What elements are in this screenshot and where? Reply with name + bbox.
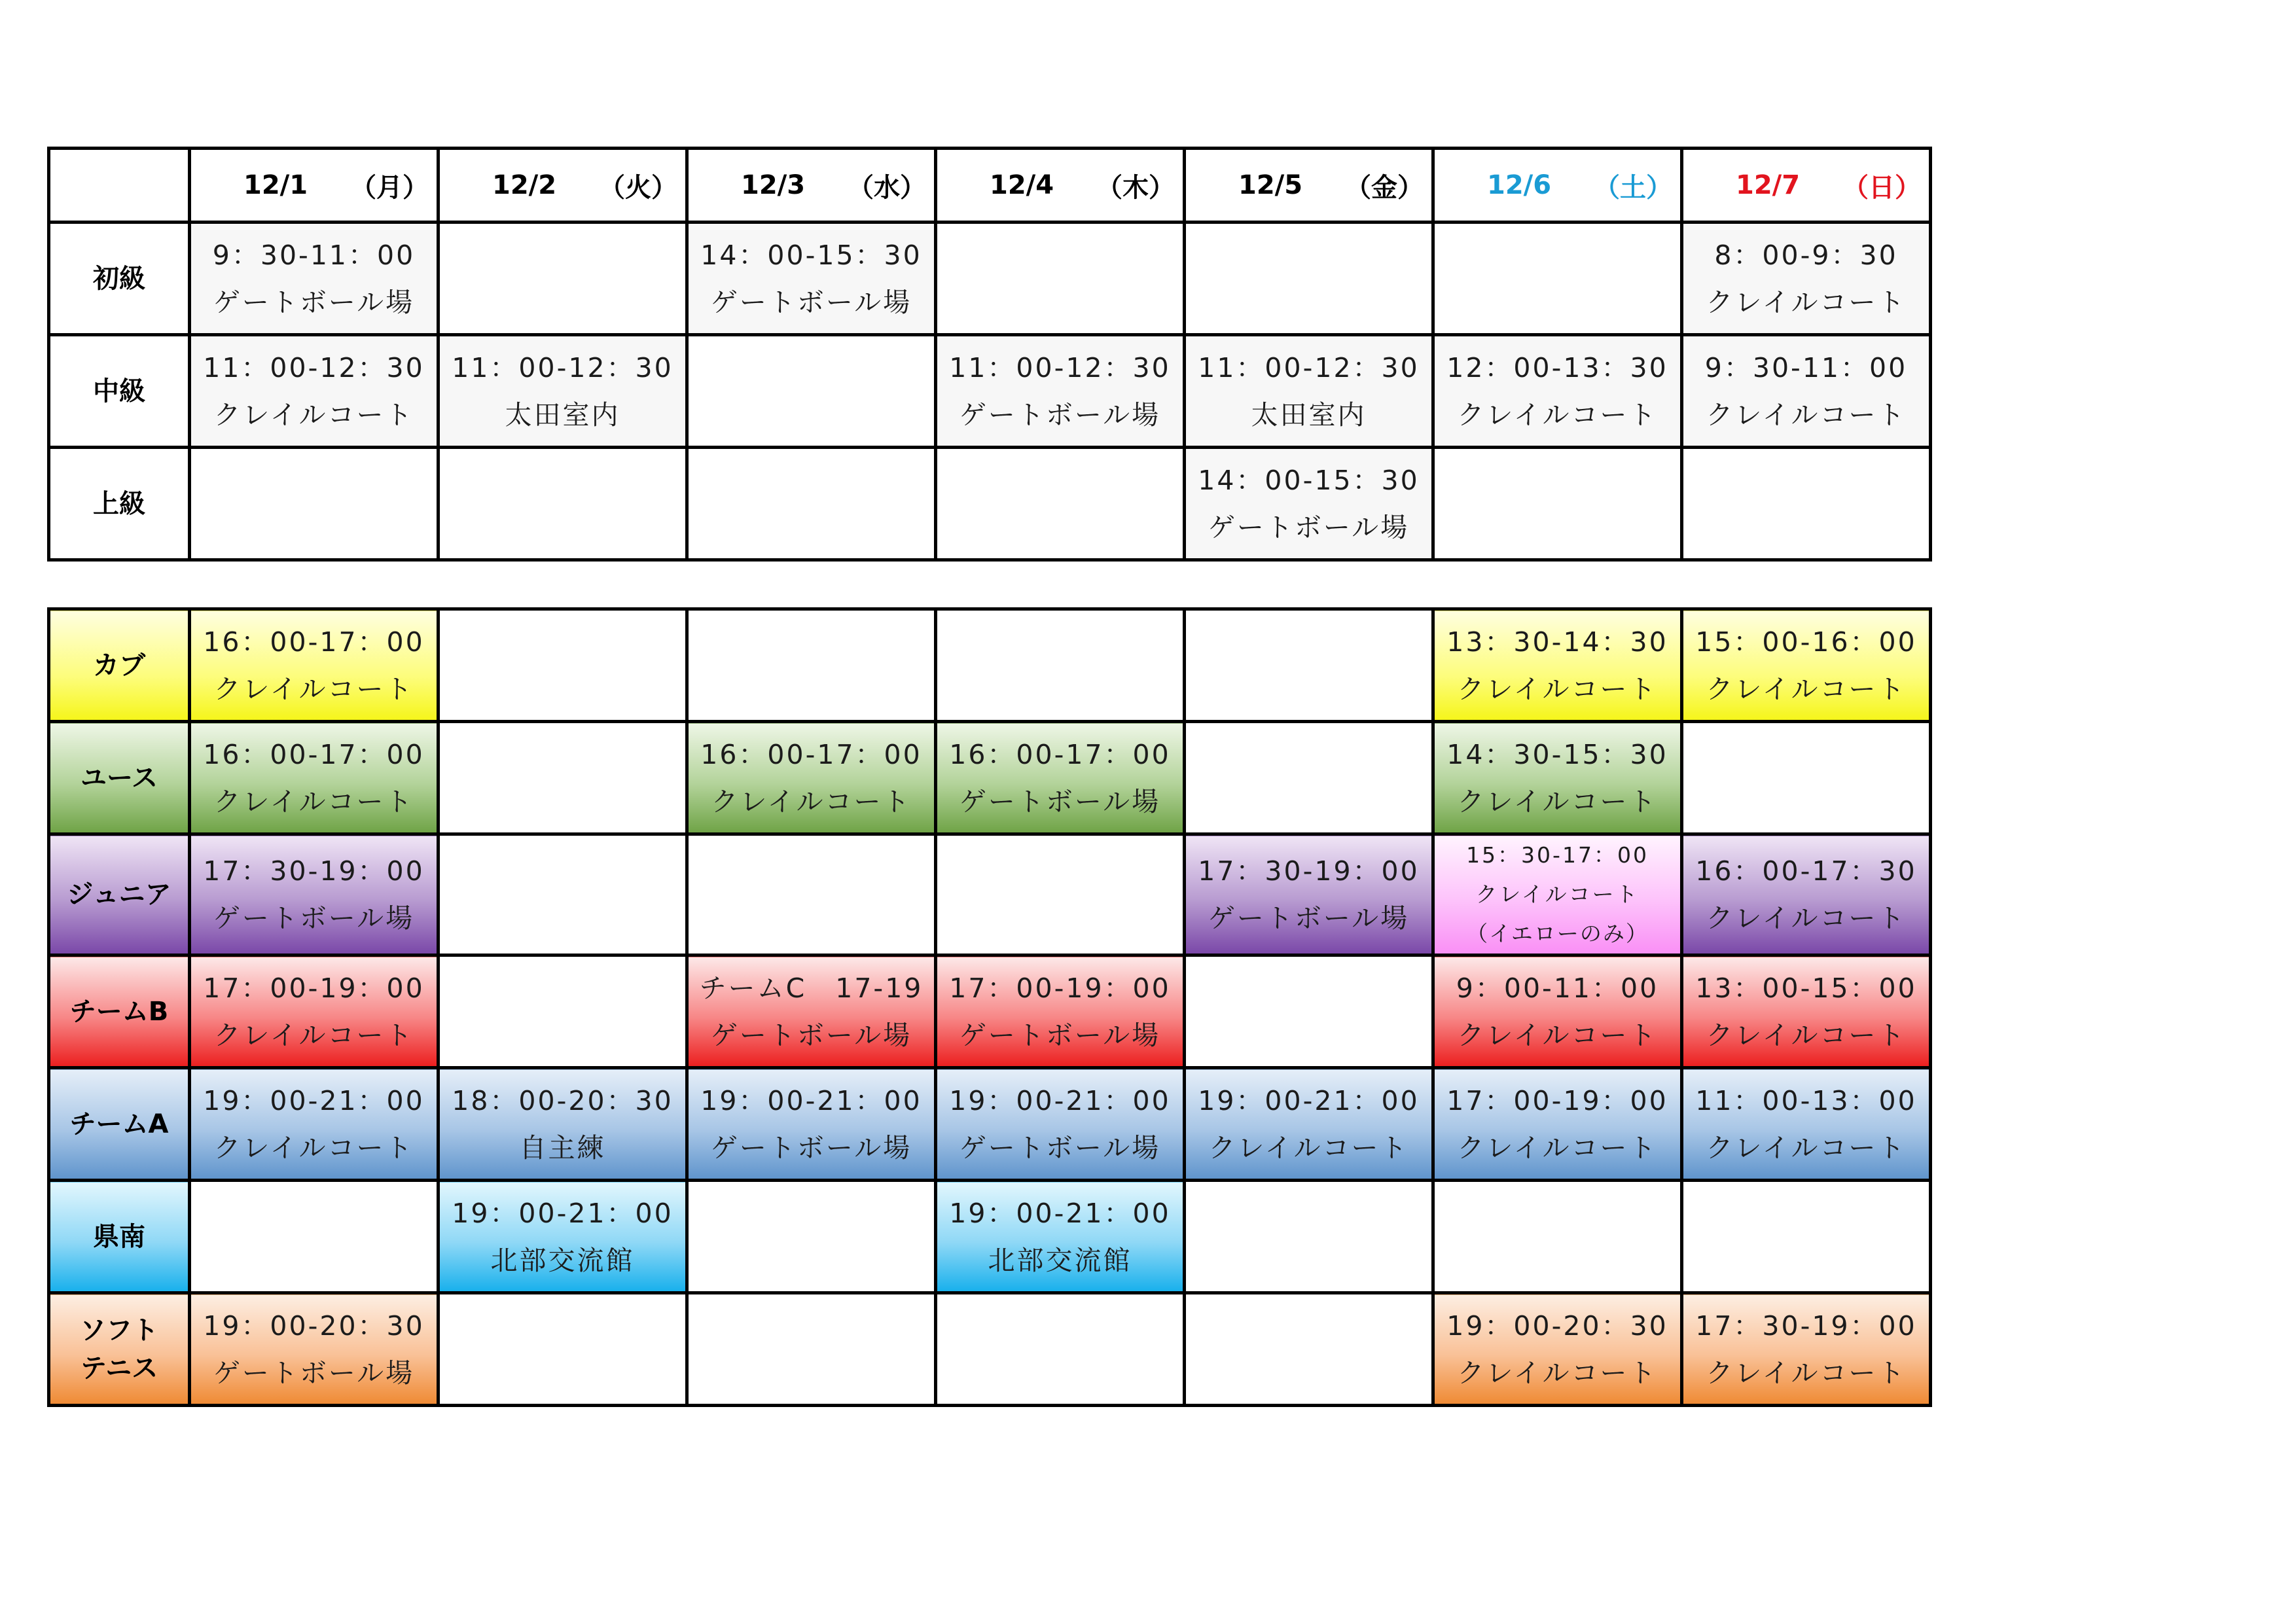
session-place: クレイルコート xyxy=(1706,1019,1907,1051)
team-row xyxy=(49,955,1931,1068)
session-place: クレイルコート xyxy=(1457,1132,1658,1164)
session-entry xyxy=(689,957,934,1066)
team-label-line: ソフト xyxy=(80,1315,158,1346)
team-label-cell xyxy=(49,722,190,834)
schedule-cell[interactable] xyxy=(1682,834,1931,955)
session-place: ゲートボール場 xyxy=(710,1019,912,1051)
session-place: クレイルコート xyxy=(1706,286,1907,318)
session-entry xyxy=(1683,836,1929,954)
team-label-cell xyxy=(49,1293,190,1406)
team-row xyxy=(49,1181,1931,1293)
session-place: クレイルコート xyxy=(1706,1357,1907,1389)
session-time: 17：30-19：00 xyxy=(1198,855,1420,887)
session-place: ゲートボール場 xyxy=(1208,902,1410,934)
session-time: 16：00-17：00 xyxy=(700,738,922,770)
session-time: 14：00-15：30 xyxy=(1198,464,1420,496)
session-entry xyxy=(937,1182,1183,1291)
session-place: クレイルコート xyxy=(1706,673,1907,705)
session-entry xyxy=(1683,611,1929,720)
day-date: 12/5 xyxy=(1238,170,1303,200)
session-time: 16：00-17：00 xyxy=(203,626,425,658)
session-entry xyxy=(1683,957,1929,1066)
session-time: 9：30-11：00 xyxy=(1704,351,1908,383)
schedule-cell[interactable] xyxy=(190,1293,439,1406)
day-of-week: （月） xyxy=(350,172,429,203)
corner-cell xyxy=(49,149,190,223)
session-entry xyxy=(440,336,685,446)
schedule-cell[interactable] xyxy=(1433,335,1682,448)
level-label-cell xyxy=(49,448,190,560)
schedule-cell[interactable] xyxy=(1185,335,1433,448)
team-label-cell xyxy=(49,834,190,955)
session-entry xyxy=(1435,1069,1680,1179)
team-row xyxy=(49,1068,1931,1181)
session-time: 14：00-15：30 xyxy=(700,239,922,271)
session-time: 14：30-15：30 xyxy=(1446,738,1668,770)
session-time: 15：30-17：00 xyxy=(1466,842,1649,868)
session-time: 16：00-17：00 xyxy=(949,738,1171,770)
session-time: 19：00-21：00 xyxy=(949,1197,1171,1229)
level-row xyxy=(49,448,1931,560)
schedule-cell[interactable] xyxy=(687,448,936,560)
level-row xyxy=(49,335,1931,448)
day-header xyxy=(689,167,934,204)
session-time: 17：30-19：00 xyxy=(1695,1310,1917,1342)
session-place: クレイルコート xyxy=(1457,1357,1658,1389)
schedule-cell[interactable] xyxy=(439,609,687,722)
session-time: 19：00-20：30 xyxy=(203,1310,425,1342)
schedule-cell[interactable] xyxy=(439,1293,687,1406)
session-entry xyxy=(1186,336,1431,446)
schedule-cell[interactable] xyxy=(936,1293,1185,1406)
schedule-cell[interactable] xyxy=(687,1181,936,1293)
day-header xyxy=(937,167,1183,204)
day-header-12-6 xyxy=(1433,149,1682,223)
level-label-cell xyxy=(49,335,190,448)
day-of-week: （金） xyxy=(1345,172,1424,203)
day-of-week: （水） xyxy=(848,172,926,203)
schedule-cell[interactable] xyxy=(1185,955,1433,1068)
schedule-cell[interactable] xyxy=(936,1068,1185,1181)
session-time: 17：00-19：00 xyxy=(203,972,425,1004)
team-label: ジュニア xyxy=(67,880,171,910)
session-place: ゲートボール場 xyxy=(959,399,1161,431)
day-header-12-3 xyxy=(687,149,936,223)
schedule-cell[interactable] xyxy=(1185,834,1433,955)
session-time: 19：00-20：30 xyxy=(1446,1310,1668,1342)
schedule-cell[interactable] xyxy=(1682,448,1931,560)
session-time: 16：00-17：00 xyxy=(203,738,425,770)
schedule-cell[interactable] xyxy=(687,1068,936,1181)
session-place: 自主練 xyxy=(519,1132,606,1164)
session-entry xyxy=(1186,836,1431,954)
team-label-cell xyxy=(49,1068,190,1181)
schedule-cell[interactable] xyxy=(1682,609,1931,722)
session-place: クレイルコート xyxy=(213,1132,414,1164)
session-entry xyxy=(689,1069,934,1179)
session-place: クレイルコート xyxy=(213,673,414,705)
team-row xyxy=(49,722,1931,834)
session-time: 9：30-11：00 xyxy=(212,239,416,271)
session-entry xyxy=(689,224,934,333)
schedule-cell[interactable] xyxy=(936,223,1185,335)
day-date: 12/3 xyxy=(741,170,806,200)
day-header-12-4 xyxy=(936,149,1185,223)
schedule-cell[interactable] xyxy=(1682,223,1931,335)
level-label: 中級 xyxy=(93,376,145,406)
schedule-cell[interactable] xyxy=(687,722,936,834)
schedule-cell[interactable] xyxy=(1185,609,1433,722)
session-time: 19：00-21：00 xyxy=(1198,1084,1420,1116)
session-entry xyxy=(1435,611,1680,720)
schedule-cell[interactable] xyxy=(1433,834,1682,955)
schedule-cell[interactable] xyxy=(1433,609,1682,722)
session-place: クレイルコート xyxy=(1457,673,1658,705)
day-of-week: （土） xyxy=(1594,172,1672,203)
schedule-cell[interactable] xyxy=(1185,1293,1433,1406)
session-entry xyxy=(1186,1069,1431,1179)
day-header xyxy=(1186,167,1431,204)
session-entry xyxy=(1683,224,1929,333)
session-time: 16：00-17：30 xyxy=(1695,855,1917,887)
schedule-cell[interactable] xyxy=(190,722,439,834)
session-place: ゲートボール場 xyxy=(710,286,912,318)
schedule-cell[interactable] xyxy=(1185,1181,1433,1293)
schedule-cell[interactable] xyxy=(687,1293,936,1406)
session-place: クレイルコート xyxy=(1706,902,1907,934)
session-time: 11：00-12：30 xyxy=(1198,351,1420,383)
day-date: 12/4 xyxy=(990,170,1054,200)
date-header-row xyxy=(49,149,1931,223)
schedule-cell[interactable] xyxy=(439,834,687,955)
session-entry xyxy=(191,723,437,832)
session-entry xyxy=(191,611,437,720)
session-place: ゲートボール場 xyxy=(959,1019,1161,1051)
bottom-schedule-table xyxy=(47,607,1932,1407)
session-time: 19：00-21：00 xyxy=(452,1197,673,1229)
session-entry xyxy=(1683,1069,1929,1179)
schedule-cell[interactable] xyxy=(1682,1181,1931,1293)
session-time: 11：00-12：30 xyxy=(949,351,1171,383)
day-date: 12/7 xyxy=(1736,170,1801,200)
day-header xyxy=(1683,167,1929,204)
team-row xyxy=(49,834,1931,955)
day-of-week: （火） xyxy=(599,172,677,203)
session-place: ゲートボール場 xyxy=(959,1132,1161,1164)
team-label: 県南 xyxy=(93,1221,145,1252)
schedule-cell[interactable] xyxy=(1682,722,1931,834)
session-time: 13：30-14：30 xyxy=(1446,626,1668,658)
schedule-cell[interactable] xyxy=(190,1181,439,1293)
session-place: クレイルコート xyxy=(1208,1132,1409,1164)
level-row xyxy=(49,223,1931,335)
session-place: クレイルコート xyxy=(213,399,414,431)
day-date: 12/2 xyxy=(492,170,557,200)
session-place: 太田室内 xyxy=(505,399,620,431)
session-entry xyxy=(191,836,437,954)
schedule-cell[interactable] xyxy=(936,1181,1185,1293)
session-entry xyxy=(937,336,1183,446)
session-place: クレイルコート xyxy=(1706,1132,1907,1164)
session-time: 11：00-12：30 xyxy=(452,351,673,383)
session-place: 北部交流館 xyxy=(988,1244,1132,1276)
session-place: クレイルコート xyxy=(1457,1019,1658,1051)
team-row xyxy=(49,609,1931,722)
session-entry xyxy=(191,1069,437,1179)
team-label-cell xyxy=(49,955,190,1068)
session-entry xyxy=(1435,836,1680,954)
session-entry xyxy=(1435,336,1680,446)
session-time: 17：30-19：00 xyxy=(203,855,425,887)
schedule-cell[interactable] xyxy=(190,335,439,448)
session-place: クレイルコート xyxy=(213,1019,414,1051)
schedule-cell[interactable] xyxy=(439,448,687,560)
session-place: 太田室内 xyxy=(1251,399,1367,431)
schedule-cell[interactable] xyxy=(687,609,936,722)
team-label: ユース xyxy=(81,762,158,793)
day-header-12-7 xyxy=(1682,149,1931,223)
schedule-cell[interactable] xyxy=(1682,335,1931,448)
session-entry xyxy=(1683,1294,1929,1404)
session-note: （イエローのみ） xyxy=(1466,921,1649,946)
session-place: クレイルコート xyxy=(1475,882,1640,907)
session-entry xyxy=(191,957,437,1066)
session-place: ゲートボール場 xyxy=(213,1357,415,1389)
session-time: 19：00-21：00 xyxy=(949,1084,1171,1116)
day-date: 12/1 xyxy=(243,170,308,200)
session-place: クレイルコート xyxy=(711,785,912,817)
session-entry xyxy=(440,1182,685,1291)
schedule-cell[interactable] xyxy=(687,955,936,1068)
session-entry xyxy=(1683,336,1929,446)
session-entry xyxy=(191,224,437,333)
session-entry xyxy=(191,1294,437,1404)
schedule-cell[interactable] xyxy=(439,335,687,448)
day-header-12-2 xyxy=(439,149,687,223)
team-label-line: テニス xyxy=(80,1353,158,1383)
schedule-cell[interactable] xyxy=(190,955,439,1068)
team-label: チームB xyxy=(69,996,169,1027)
schedule-cell[interactable] xyxy=(1185,722,1433,834)
session-place: クレイルコート xyxy=(1706,399,1907,431)
day-header-12-1 xyxy=(190,149,439,223)
session-time: 17：00-19：00 xyxy=(1446,1084,1668,1116)
session-time: 11：00-13：00 xyxy=(1695,1084,1917,1116)
schedule-cell[interactable] xyxy=(439,223,687,335)
schedule-cell[interactable] xyxy=(190,448,439,560)
schedule-cell[interactable] xyxy=(936,722,1185,834)
session-place: ゲートボール場 xyxy=(710,1132,912,1164)
team-label xyxy=(50,1311,188,1387)
session-time: 13：00-15：00 xyxy=(1695,972,1917,1004)
team-label-cell xyxy=(49,609,190,722)
session-place: クレイルコート xyxy=(1457,399,1658,431)
level-label: 上級 xyxy=(93,488,145,519)
team-row xyxy=(49,1293,1931,1406)
schedule-cell[interactable] xyxy=(936,335,1185,448)
session-time: 12：00-13：30 xyxy=(1446,351,1668,383)
top-schedule-table xyxy=(47,147,1932,562)
schedule-cell[interactable] xyxy=(439,722,687,834)
session-place: ゲートボール場 xyxy=(213,286,415,318)
schedule-cell[interactable] xyxy=(1433,1293,1682,1406)
day-of-week: （日） xyxy=(1842,172,1921,203)
session-entry xyxy=(1186,449,1431,558)
day-header xyxy=(191,167,437,204)
schedule-cell[interactable] xyxy=(1185,223,1433,335)
schedule-cell[interactable] xyxy=(936,609,1185,722)
session-entry xyxy=(1435,957,1680,1066)
session-time: 15：00-16：00 xyxy=(1695,626,1917,658)
schedule-cell[interactable] xyxy=(936,448,1185,560)
schedule-cell[interactable] xyxy=(1433,1068,1682,1181)
day-header xyxy=(440,167,685,204)
level-label-cell xyxy=(49,223,190,335)
session-entry xyxy=(937,723,1183,832)
session-time: 9：00-11：00 xyxy=(1456,972,1659,1004)
session-time: 19：00-21：00 xyxy=(700,1084,922,1116)
schedule-cell[interactable] xyxy=(190,609,439,722)
level-label: 初級 xyxy=(93,263,145,294)
session-place: 北部交流館 xyxy=(490,1244,635,1276)
schedule-cell[interactable] xyxy=(687,223,936,335)
schedule-cell[interactable] xyxy=(439,1068,687,1181)
session-place: ゲートボール場 xyxy=(213,902,415,934)
session-time: 11：00-12：30 xyxy=(203,351,425,383)
session-place: クレイルコート xyxy=(1457,785,1658,817)
session-time: チームC 17-19 xyxy=(699,972,924,1004)
session-time: 18：00-20：30 xyxy=(452,1084,673,1116)
team-label-cell xyxy=(49,1181,190,1293)
session-place: ゲートボール場 xyxy=(1208,511,1410,543)
schedule-cell[interactable] xyxy=(687,335,936,448)
schedule-cell[interactable] xyxy=(936,834,1185,955)
schedule-cell[interactable] xyxy=(1682,1068,1931,1181)
schedule-cell[interactable] xyxy=(1185,1068,1433,1181)
session-entry xyxy=(191,336,437,446)
session-entry xyxy=(1435,723,1680,832)
session-time: 8：00-9：30 xyxy=(1714,239,1898,271)
schedule-cell[interactable] xyxy=(1433,448,1682,560)
day-header xyxy=(1435,167,1680,204)
session-entry xyxy=(440,1069,685,1179)
schedule-cell[interactable] xyxy=(190,1068,439,1181)
schedule-cell[interactable] xyxy=(1682,1293,1931,1406)
day-header-12-5 xyxy=(1185,149,1433,223)
schedule-cell[interactable] xyxy=(1433,223,1682,335)
schedule-cell[interactable] xyxy=(936,955,1185,1068)
schedule-cell[interactable] xyxy=(1185,448,1433,560)
schedule-cell[interactable] xyxy=(439,955,687,1068)
session-entry xyxy=(937,957,1183,1066)
day-date: 12/6 xyxy=(1487,170,1552,200)
team-label: チームA xyxy=(69,1109,169,1139)
session-entry xyxy=(1435,1294,1680,1404)
session-time: 17：00-19：00 xyxy=(949,972,1171,1004)
session-place: クレイルコート xyxy=(213,785,414,817)
schedule-cell[interactable] xyxy=(1433,955,1682,1068)
schedule-cell[interactable] xyxy=(687,834,936,955)
schedule-cell[interactable] xyxy=(1433,722,1682,834)
session-time: 19：00-21：00 xyxy=(203,1084,425,1116)
schedule-cell[interactable] xyxy=(190,223,439,335)
team-label: カブ xyxy=(93,650,145,681)
day-of-week: （木） xyxy=(1096,172,1175,203)
schedule-cell[interactable] xyxy=(190,834,439,955)
schedule-cell[interactable] xyxy=(1433,1181,1682,1293)
session-place: ゲートボール場 xyxy=(959,785,1161,817)
session-entry xyxy=(689,723,934,832)
schedule-cell[interactable] xyxy=(439,1181,687,1293)
session-entry xyxy=(937,1069,1183,1179)
schedule-cell[interactable] xyxy=(1682,955,1931,1068)
